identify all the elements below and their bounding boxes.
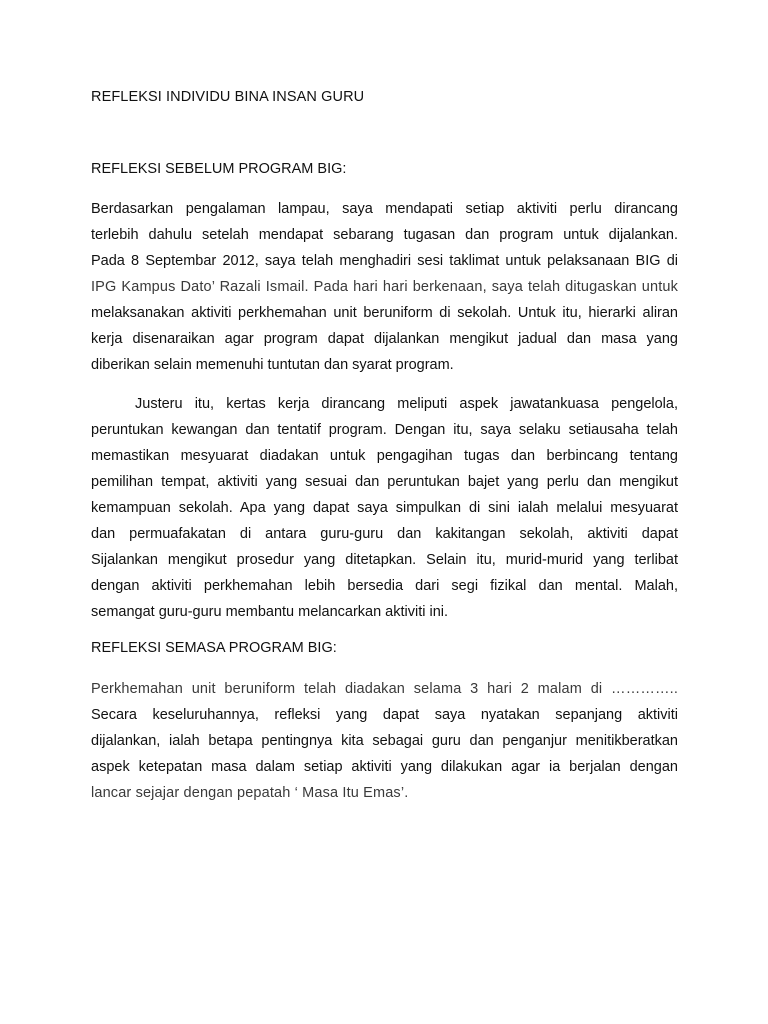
text-line: memastikan mesyuarat diadakan untuk pengagihan tugas dan berbincang tentang xyxy=(91,448,678,464)
section-heading-before: REFLEKSI SEBELUM PROGRAM BIG: xyxy=(91,161,347,177)
text-line: lancar sejajar dengan pepatah ‘ Masa Itu Emas’. xyxy=(91,785,409,801)
text-line: Perkhemahan unit beruniform telah diadakan selama 3 hari 2 malam di ………….. xyxy=(91,681,678,697)
text-line: Sijalankan mengikut prosedur yang ditetapkan. Selain itu, murid-murid yang terlibat xyxy=(91,552,678,568)
text-line: melaksanakan aktiviti perkhemahan unit beruniform di sekolah. Untuk itu, hierarki aliran xyxy=(91,305,678,321)
text-line: terlebih dahulu setelah mendapat sebarang tugasan dan program untuk dijalankan. xyxy=(91,227,678,243)
document-title: REFLEKSI INDIVIDU BINA INSAN GURU xyxy=(91,89,365,105)
text-line: dengan aktiviti perkhemahan lebih bersedia dari segi fizikal dan mental. Malah, xyxy=(91,578,678,594)
text-line: dan permuafakatan di antara guru-guru dan kakitangan sekolah, aktiviti dapat xyxy=(91,526,678,542)
text-line: pemilihan tempat, aktiviti yang sesuai dan peruntukan bajet yang perlu dan mengikut xyxy=(91,474,678,490)
text-line: dijalankan, ialah betapa pentingnya kita sebagai guru dan penganjur menitikberatkan xyxy=(91,733,678,749)
paragraph-before-1 xyxy=(91,196,678,378)
text-line: aspek ketepatan masa dalam setiap aktiviti yang dilakukan agar ia berjalan dengan xyxy=(91,759,678,775)
text-line: kerja disenaraikan agar program dapat dijalankan mengikut jadual dan masa yang xyxy=(91,331,678,347)
section-heading-during: REFLEKSI SEMASA PROGRAM BIG: xyxy=(91,640,337,656)
text-line: peruntukan kewangan dan tentatif program. Dengan itu, saya selaku setiausaha telah xyxy=(91,422,678,438)
text-line: diberikan selain memenuhi tuntutan dan syarat program. xyxy=(91,357,454,373)
paragraph-before-2 xyxy=(91,391,678,625)
text-line: semangat guru-guru membantu melancarkan aktiviti ini. xyxy=(91,604,449,620)
text-line: Secara keseluruhannya, refleksi yang dapat saya nyatakan sepanjang aktiviti xyxy=(91,707,678,723)
text-line: Justeru itu, kertas kerja dirancang meliputi aspek jawatankuasa pengelola, xyxy=(135,396,678,412)
text-line: Berdasarkan pengalaman lampau, saya mendapati setiap aktiviti perlu dirancang xyxy=(91,201,678,217)
text-line: kemampuan sekolah. Apa yang dapat saya simpulkan di sini ialah melalui mesyuarat xyxy=(91,500,678,516)
text-line: IPG Kampus Dato’ Razali Ismail. Pada hari hari berkenaan, saya telah ditugaskan untuk xyxy=(91,279,678,295)
text-line: Pada 8 Septembar 2012, saya telah menghadiri sesi taklimat untuk pelaksanaan BIG di xyxy=(91,253,678,269)
paragraph-during-1 xyxy=(91,676,678,806)
